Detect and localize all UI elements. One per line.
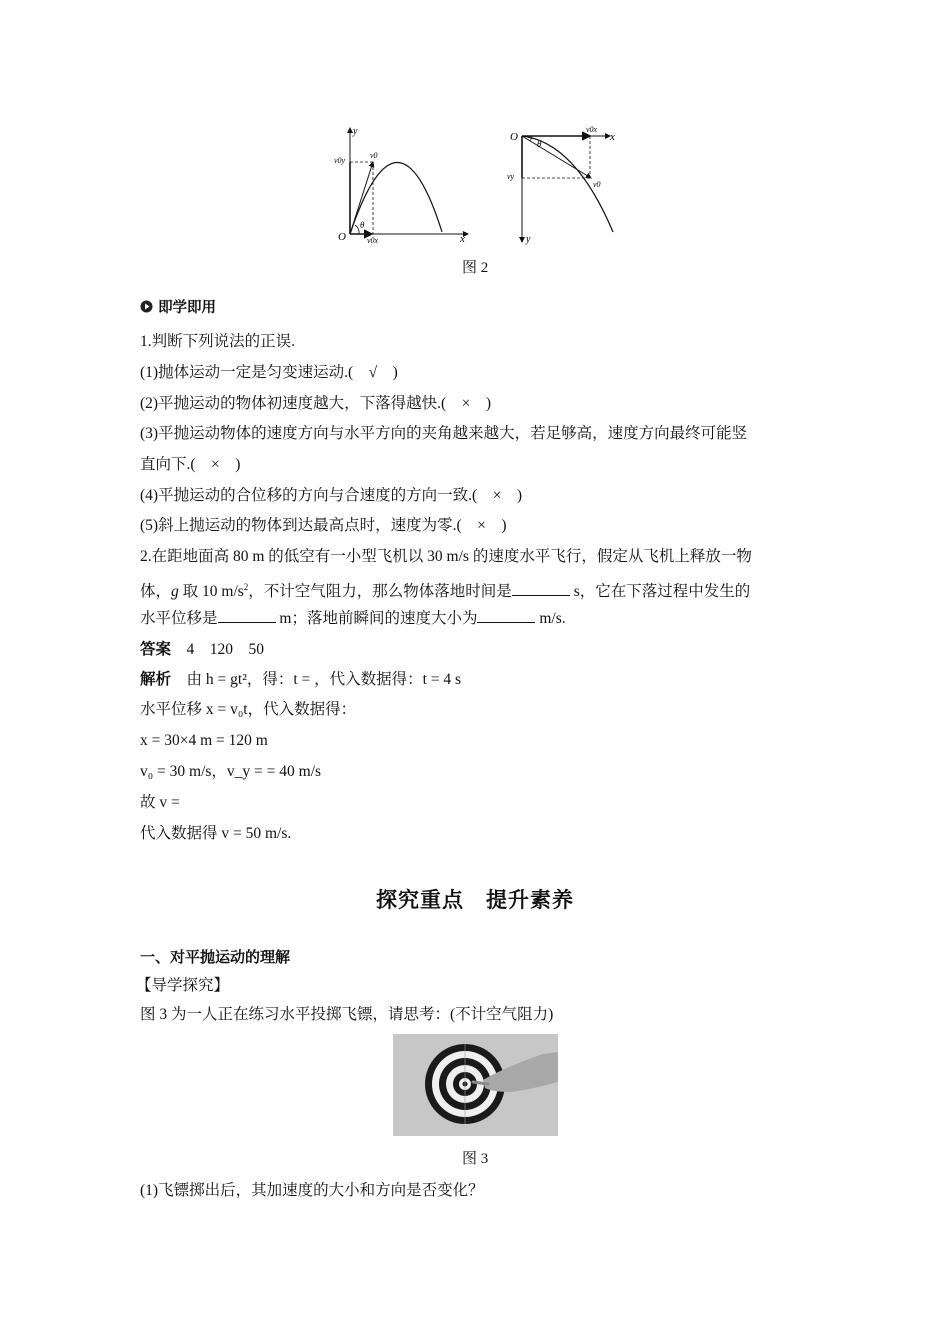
analysis-label: 解析	[140, 670, 172, 688]
left-origin-label: O	[338, 231, 346, 243]
right-y-label: y	[526, 234, 531, 245]
q2-line-1: 2.在距地面高 80 m 的低空有一小型飞机以 30 m/s 的速度水平飞行，假定从飞机上释放一物	[140, 548, 752, 565]
right-origin-label: O	[510, 131, 518, 143]
q1-item-5: (5)斜上抛运动的物体到达最高点时，速度为零.( × )	[140, 517, 507, 534]
answer-blank-speed[interactable]	[477, 607, 535, 623]
analysis-line-3: x = 30×4 m = 120 m	[140, 732, 268, 749]
practice-heading	[140, 297, 216, 319]
practice-heading-text: 即学即用	[158, 300, 217, 316]
analysis-line-6: 代入数据得 v = 50 m/s.	[140, 825, 292, 842]
section-intro: 图 3 为一人正在练习水平投掷飞镖，请思考：(不计空气阻力)	[140, 1006, 554, 1023]
q2-text-g: m/s.	[535, 610, 566, 627]
guide-heading: 【导学探究】	[136, 977, 230, 994]
q1-item-1: (1)抛体运动一定是匀变速运动.( √ )	[140, 364, 398, 381]
figure2-caption: 图 2	[462, 260, 489, 276]
q1-item-3: (3)平抛运动物体的速度方向与水平方向的夹角越来越大，若足够高，速度方向最终可能竖	[140, 425, 748, 442]
answer-blank-displacement[interactable]	[218, 607, 276, 623]
left-y-label: y	[353, 126, 358, 137]
left-v0-label: v0	[370, 151, 378, 160]
analysis-line-2: 水平位移 x = v₀t，代入数据得：	[140, 701, 357, 718]
analysis-line-1	[140, 668, 461, 691]
answer-line	[140, 638, 264, 661]
q2-text-d: s，它在下落过程中发生的	[569, 583, 751, 601]
q2-line-3	[140, 607, 566, 630]
answer-values: 4 120 50	[186, 641, 265, 658]
q2-g-symbol: g	[171, 583, 179, 601]
figure2-right-diagram	[505, 122, 625, 246]
right-x-label: x	[610, 131, 615, 143]
right-v0-label: v0	[593, 180, 601, 189]
q1-title: 1.判断下列说法的正误.	[140, 333, 296, 350]
section-title: 探究重点 提升素养	[376, 888, 574, 912]
q2-text-f: m；落地前瞬间的速度大小为	[275, 610, 478, 627]
q1-item-2: (2)平抛运动的物体初速度越大，下落得越快.( × )	[140, 395, 492, 412]
q2-text-e: 水平位移是	[140, 610, 218, 627]
left-theta-label: θ	[360, 220, 365, 230]
figure2-left-diagram	[330, 122, 480, 246]
left-v0y-label: v0y	[334, 156, 346, 165]
analysis-line-4: v₀ = 30 m/s，v_y = = 40 m/s	[140, 763, 322, 780]
answer-blank-time[interactable]	[512, 580, 570, 596]
analysis-line-5: 故 v =	[140, 794, 180, 811]
right-theta-label: θ	[537, 139, 542, 149]
q1-item-4: (4)平抛运动的合位移的方向与合速度的方向一致.( × )	[140, 487, 523, 504]
q2-line-2	[140, 576, 750, 603]
answer-label: 答案	[140, 640, 172, 658]
right-vy-label: vy	[507, 172, 515, 181]
q2-text-c: ，不计空气阻力，那么物体落地时间是	[248, 583, 512, 601]
q1-item-3-cont: 直向下.( × )	[140, 456, 241, 473]
figure3-caption: 图 3	[462, 1151, 489, 1167]
q2-text-a: 体，	[140, 583, 172, 601]
play-icon	[140, 300, 153, 313]
left-x-label: x	[460, 233, 465, 245]
left-v0x-label: v0x	[367, 236, 379, 245]
question-1: (1)飞镖掷出后，其加速度的大小和方向是否变化？	[140, 1182, 484, 1199]
section-subtitle: 一、对平抛运动的理解	[140, 948, 291, 966]
figure3-dartboard-photo	[393, 1034, 558, 1136]
analysis-text-1: 由 h = gt²，得：t = ，代入数据得：t = 4 s	[171, 671, 462, 688]
right-v0x-label: v0x	[586, 125, 598, 134]
q2-text-b: 取 10 m/s	[178, 583, 244, 601]
q2-superscript: 2	[243, 582, 249, 592]
